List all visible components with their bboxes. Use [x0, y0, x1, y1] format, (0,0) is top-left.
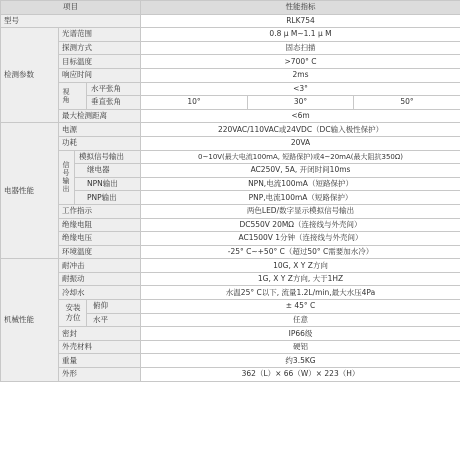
label-model: 型号 — [1, 14, 141, 28]
value-npn: NPN,电流100mA（短路保护） — [141, 177, 460, 191]
label-mount-horizontal: 水平 — [87, 313, 141, 327]
value-housing: 硬铝 — [141, 340, 460, 354]
label-insulation-resistance: 绝缘电阻 — [59, 218, 141, 232]
label-cooling-water: 冷却水 — [59, 286, 141, 300]
label-vertical-angle: 垂直张角 — [87, 96, 141, 110]
row-max-distance — [1, 109, 460, 123]
section-mechanical: 机械性能 — [1, 259, 59, 381]
value-ambient-temp: -25° C~+50° C（超过50° C需要加水冷） — [141, 245, 460, 259]
row-spectral-range — [1, 28, 460, 42]
row-insulation-resistance — [1, 218, 460, 232]
value-vertical-angle-1: 10° — [141, 96, 248, 110]
label-analog-output: 模拟信号输出 — [75, 150, 141, 164]
label-power: 电源 — [59, 123, 141, 137]
label-shock: 耐冲击 — [59, 259, 141, 273]
value-target-temp: >700° C — [141, 55, 460, 69]
label-horizontal-angle: 水平张角 — [87, 82, 141, 96]
row-consumption — [1, 136, 460, 150]
value-dimensions: 362（L）× 66（W）× 223（H） — [141, 368, 460, 382]
value-insulation-voltage: AC1500V 1分钟（连接线与外壳间） — [141, 232, 460, 246]
value-spectral-range: 0.8 μ M~1.1 μ M — [141, 28, 460, 42]
row-indicator — [1, 204, 460, 218]
value-horizontal-angle: <3° — [141, 82, 460, 96]
label-view-angle: 视角 — [59, 82, 87, 109]
row-target-temp — [1, 55, 460, 69]
row-sealing — [1, 327, 460, 341]
row-weight — [1, 354, 460, 368]
row-pitch — [1, 300, 460, 314]
row-housing — [1, 340, 460, 354]
value-relay: AC250V, 5A, 开闭时间10ms — [141, 164, 460, 178]
section-electrical: 电器性能 — [1, 123, 59, 259]
label-relay: 继电器 — [75, 164, 141, 178]
row-model — [1, 14, 460, 28]
label-target-temp: 目标温度 — [59, 55, 141, 69]
row-analog-output — [1, 150, 460, 164]
value-sealing: IP66级 — [141, 327, 460, 341]
label-pnp: PNP输出 — [75, 191, 141, 205]
row-insulation-voltage — [1, 232, 460, 246]
label-pitch: 俯仰 — [87, 300, 141, 314]
label-spectral-range: 光谱范围 — [59, 28, 141, 42]
row-ambient-temp — [1, 245, 460, 259]
value-response-time: 2ms — [141, 68, 460, 82]
label-sealing: 密封 — [59, 327, 141, 341]
label-signal-output: 信号输出 — [59, 150, 75, 204]
label-consumption: 功耗 — [59, 136, 141, 150]
row-vibration — [1, 272, 460, 286]
section-detection: 检测参数 — [1, 28, 59, 123]
label-housing: 外壳材料 — [59, 340, 141, 354]
label-dimensions: 外形 — [59, 368, 141, 382]
header-spec: 性能指标 — [141, 1, 460, 15]
value-shock: 10G, X Y Z方向 — [141, 259, 460, 273]
label-response-time: 响应时间 — [59, 68, 141, 82]
value-max-distance: <6m — [141, 109, 460, 123]
value-model: RLK754 — [141, 14, 460, 28]
value-mount-horizontal: 任意 — [141, 313, 460, 327]
label-weight: 重量 — [59, 354, 141, 368]
value-insulation-resistance: DC550V 20MΩ（连接线与外壳间） — [141, 218, 460, 232]
value-pitch: ± 45° C — [141, 300, 460, 314]
value-pnp: PNP,电流100mA（短路保护） — [141, 191, 460, 205]
value-weight: 约3.5KG — [141, 354, 460, 368]
value-indicator: 两色LED/数字显示模拟信号输出 — [141, 204, 460, 218]
value-consumption: 20VA — [141, 136, 460, 150]
label-max-distance: 最大检测距离 — [59, 109, 141, 123]
header-item: 项目 — [1, 1, 141, 15]
label-detection-method: 探测方式 — [59, 41, 141, 55]
value-power: 220VAC/110VAC或24VDC（DC输入极性保护） — [141, 123, 460, 137]
header-row — [1, 1, 460, 15]
value-cooling-water: 水温25° C以下, 流量1.2L/min,最大水压4Pa — [141, 286, 460, 300]
label-vibration: 耐振动 — [59, 272, 141, 286]
value-vertical-angle-2: 30° — [248, 96, 354, 110]
label-indicator: 工作指示 — [59, 204, 141, 218]
label-mounting: 安装方位 — [59, 300, 87, 327]
label-ambient-temp: 环境温度 — [59, 245, 141, 259]
row-horizontal-angle — [1, 82, 460, 96]
row-dimensions — [1, 368, 460, 382]
label-insulation-voltage: 绝缘电压 — [59, 232, 141, 246]
value-vibration: 1G, X Y Z方向, 大于1HZ — [141, 272, 460, 286]
row-response-time — [1, 68, 460, 82]
row-detection-method — [1, 41, 460, 55]
row-shock — [1, 259, 460, 273]
label-npn: NPN输出 — [75, 177, 141, 191]
row-cooling-water — [1, 286, 460, 300]
value-detection-method: 固态扫描 — [141, 41, 460, 55]
value-vertical-angle-3: 50° — [354, 96, 460, 110]
value-analog-output: 0~10V(最大电流100mA, 短路保护)或4~20mA(最大阻抗350Ω) — [141, 150, 460, 164]
row-power — [1, 123, 460, 137]
